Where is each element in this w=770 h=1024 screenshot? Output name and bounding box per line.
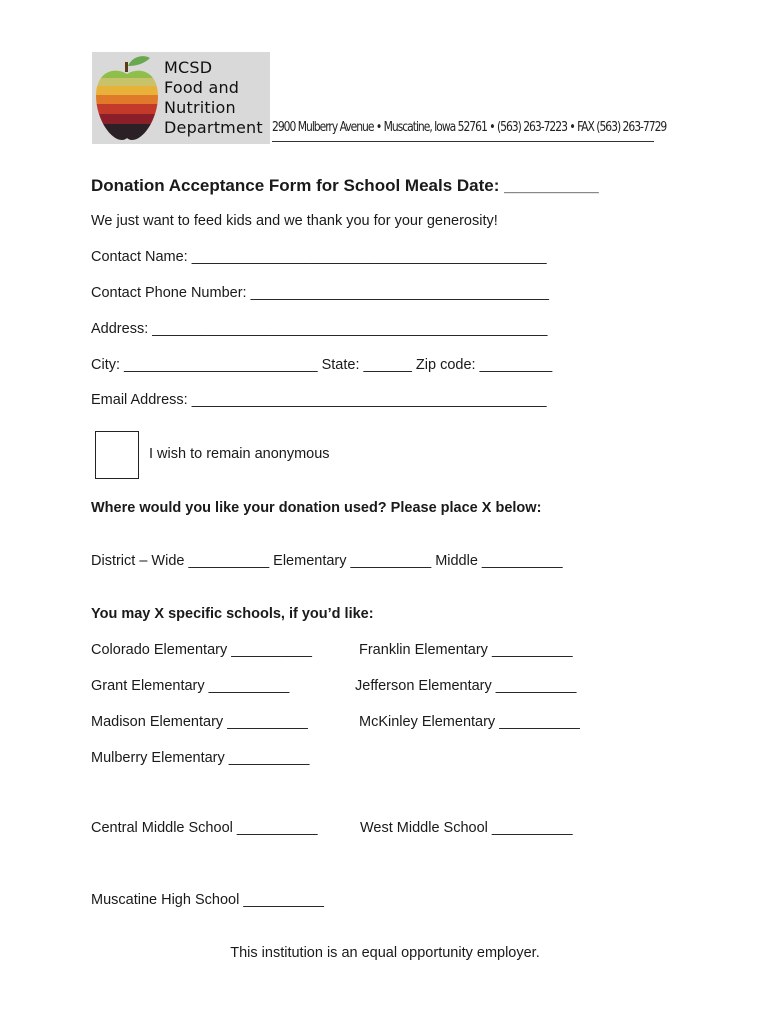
- email-field[interactable]: Email Address: ____________________________________________: [91, 392, 547, 408]
- address-field[interactable]: Address: _________________________________________________: [91, 321, 548, 337]
- contact-name-field[interactable]: Contact Name: ____________________________________________: [91, 249, 547, 265]
- grant-elementary-field[interactable]: Grant Elementary __________: [91, 678, 290, 694]
- central-middle-field[interactable]: Central Middle School __________: [91, 820, 318, 836]
- schools-heading: You may X specific schools, if you’d like:: [91, 606, 374, 622]
- apple-logo-icon: [92, 52, 162, 144]
- mckinley-elementary-field[interactable]: McKinley Elementary __________: [359, 714, 580, 730]
- colorado-elementary-field[interactable]: Colorado Elementary __________: [91, 642, 312, 658]
- donation-options-field[interactable]: District – Wide __________ Elementary __________ Middle __________: [91, 553, 563, 569]
- logo-text: [164, 58, 270, 138]
- logo-line-2: Food and: [164, 78, 240, 97]
- logo-line-3: Nutrition: [164, 98, 236, 117]
- letterhead-divider: [272, 141, 654, 142]
- west-middle-field[interactable]: West Middle School __________: [360, 820, 573, 836]
- jefferson-elementary-field[interactable]: Jefferson Elementary __________: [355, 678, 577, 694]
- intro-text: We just want to feed kids and we thank you for your generosity!: [91, 213, 498, 229]
- muscatine-high-field[interactable]: Muscatine High School __________: [91, 892, 324, 908]
- contact-phone-field[interactable]: Contact Phone Number: _____________________________________: [91, 285, 549, 301]
- donation-question: Where would you like your donation used? Please place X below:: [91, 500, 542, 516]
- mcsd-logo: [92, 52, 270, 144]
- franklin-elementary-field[interactable]: Franklin Elementary __________: [359, 642, 573, 658]
- madison-elementary-field[interactable]: Madison Elementary __________: [91, 714, 308, 730]
- letterhead-address: 2900 Mulberry Avenue • Muscatine, Iowa 52761 • (563) 263-7223 • FAX (563) 263-7729: [272, 120, 667, 135]
- form-title: Donation Acceptance Form for School Meals Date: __________: [91, 176, 599, 195]
- mulberry-elementary-field[interactable]: Mulberry Elementary __________: [91, 750, 310, 766]
- equal-opportunity-footer: This institution is an equal opportunity employer.: [230, 945, 540, 961]
- city-state-zip-field[interactable]: City: ________________________ State: ______ Zip code: _________: [91, 357, 553, 373]
- logo-line-1: MCSD: [164, 58, 213, 77]
- anonymous-label: I wish to remain anonymous: [149, 446, 330, 462]
- logo-line-4: Department: [164, 118, 263, 137]
- anonymous-checkbox[interactable]: [95, 431, 139, 479]
